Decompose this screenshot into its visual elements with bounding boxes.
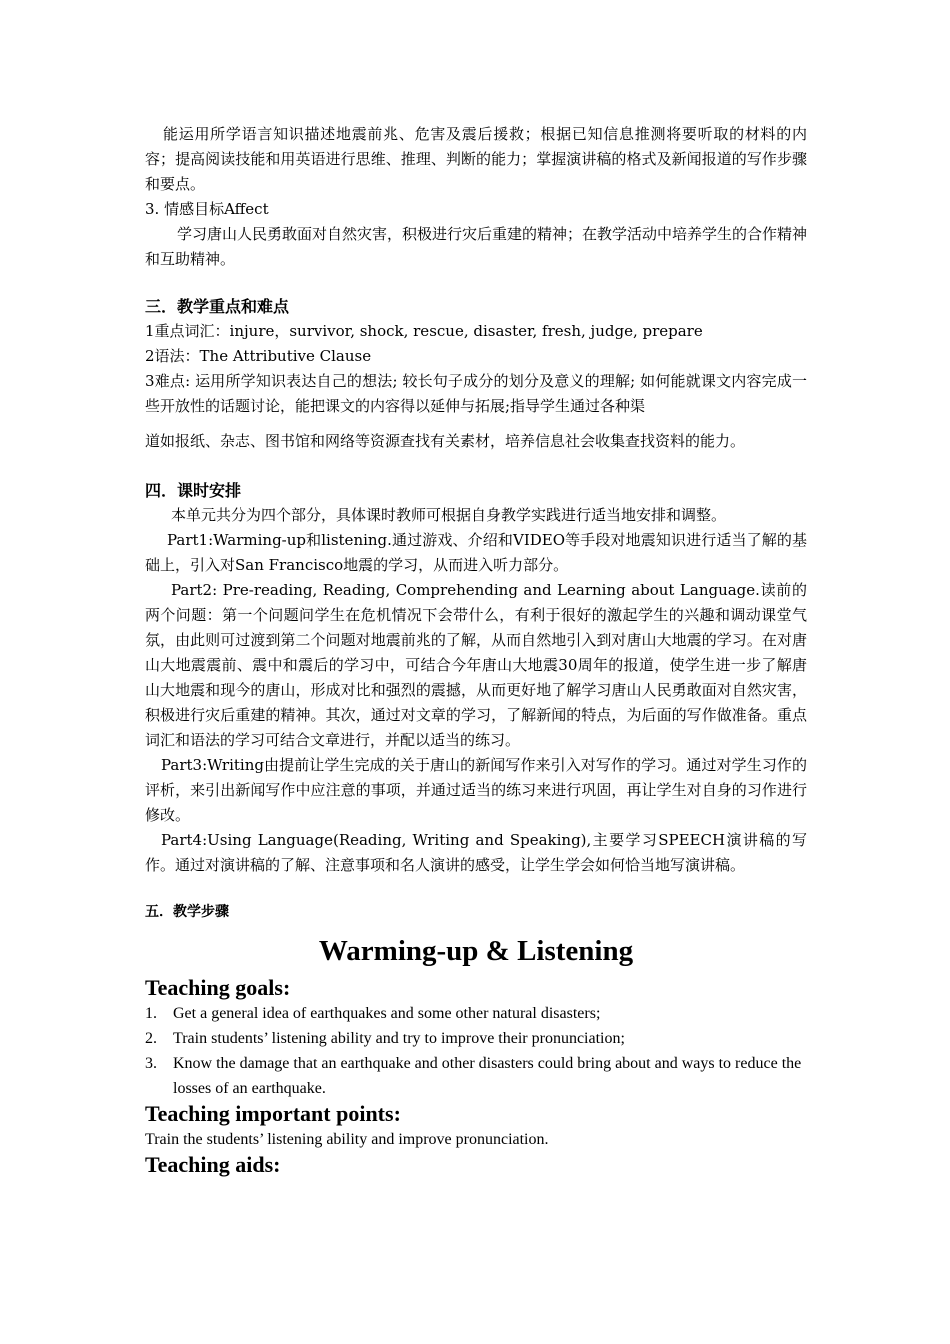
spacer xyxy=(145,878,807,900)
goal-text: Get a general idea of earthquakes and some other natural disasters; xyxy=(173,1005,601,1022)
part2-text: Part2: Pre-reading, Reading, Comprehending and Learning about Language.读前的两个问题：第一个问题问学生在危机情况下会带什么，有利于很好的激起学生的兴趣和调动课堂气氛，由此则可过渡到第二个问题对地震前兆的了解，从而自然地引入到对唐山大地震的学习。在对唐山大地震震前、震中和震后的学习中，可结合今年唐山大地震30周年的报道，使学生进一步了解唐山大地震和现今的唐山，形成对比和强烈的震撼，从而更好地了解学习唐山人民勇敢面对自然灾害，积极进行灾后重建的精神。其次，通过对文章的学习，了解新闻的特点，为后面的写作做准备。重点词汇和语法的学习可结合文章进行，并配以适当的练习。 xyxy=(145,581,807,749)
goal-text: Know the damage that an earthquake and other disasters could bring about and ways to reduce the losses of an earthquake. xyxy=(173,1055,802,1097)
section4-heading: 四．课时安排 xyxy=(145,481,242,500)
spacer xyxy=(145,454,807,478)
goal-number: 2. xyxy=(145,1030,157,1047)
document-page xyxy=(145,122,807,1178)
schedule-intro: 本单元共分为四个部分，具体课时教师可根据自身教学实践进行适当地安排和调整。 xyxy=(171,506,727,524)
section5-heading: 五．教学步骤 xyxy=(145,904,229,920)
goal-text: Train students’ listening ability and try to improve their pronunciation; xyxy=(173,1030,625,1047)
list-item xyxy=(145,1051,807,1101)
lesson-title: Warming-up & Listening xyxy=(318,935,634,967)
key-vocabulary: 1重点词汇：injure，survivor, shock, rescue, disaster, fresh, judge, prepare xyxy=(145,322,703,340)
teaching-goals-list xyxy=(145,1001,807,1101)
important-points-text: Train the students’ listening ability and improve pronunciation. xyxy=(145,1131,549,1148)
affect-objective-heading: 3. 情感目标Affect xyxy=(145,200,269,218)
difficulties-text-b: 道如报纸、杂志、图书馆和网络等资源查找有关素材，培养信息社会收集查找资料的能力。 xyxy=(145,432,746,450)
goal-number: 1. xyxy=(145,1005,157,1022)
teaching-goals-heading: Teaching goals: xyxy=(145,975,291,1000)
affect-objective-text: 学习唐山人民勇敢面对自然灾害，积极进行灾后重建的精神；在教学活动中培养学生的合作精神和互助精神。 xyxy=(145,225,808,268)
part1-text: Part1:Warming-up和listening.通过游戏、介绍和VIDEO等手段对地震知识进行适当了解的基础上，引入对San Francisco地震的学习，从而进入听力部分。 xyxy=(145,531,807,574)
part3-text: Part3:Writing由提前让学生完成的关于唐山的新闻写作来引入对写作的学习。通过对学生习作的评析，来引出新闻写作中应注意的事项，并通过适当的练习来进行巩固，再让学生对自身的习作进行修改。 xyxy=(145,756,807,824)
list-item xyxy=(145,1001,807,1026)
teaching-aids-heading: Teaching aids: xyxy=(145,1152,281,1177)
list-item xyxy=(145,1026,807,1051)
goal-number: 3. xyxy=(145,1055,157,1072)
grammar-point: 2语法：The Attributive Clause xyxy=(145,347,372,365)
part4-text: Part4:Using Language(Reading, Writing and Speaking),主要学习SPEECH演讲稿的写作。通过对演讲稿的了解、注意事项和名人演讲的感受，让学生学会如何恰当地写演讲稿。 xyxy=(145,831,807,874)
section3-heading: 三．教学重点和难点 xyxy=(145,297,290,316)
spacer xyxy=(145,272,807,294)
important-points-heading: Teaching important points: xyxy=(145,1101,401,1126)
difficulties-text-a: 3难点: 运用所学知识表达自己的想法; 较长句子成分的划分及意义的理解; 如何能就课文内容完成一些开放性的话题讨论，能把课文的内容得以延伸与拓展;指导学生通过各种渠 xyxy=(145,372,807,415)
skills-objective-text: 能运用所学语言知识描述地震前兆、危害及震后援救；根据已知信息推测将要听取的材料的内容；提高阅读技能和用英语进行思维、推理、判断的能力；掌握演讲稿的格式及新闻报道的写作步骤和要点。 xyxy=(145,125,807,193)
